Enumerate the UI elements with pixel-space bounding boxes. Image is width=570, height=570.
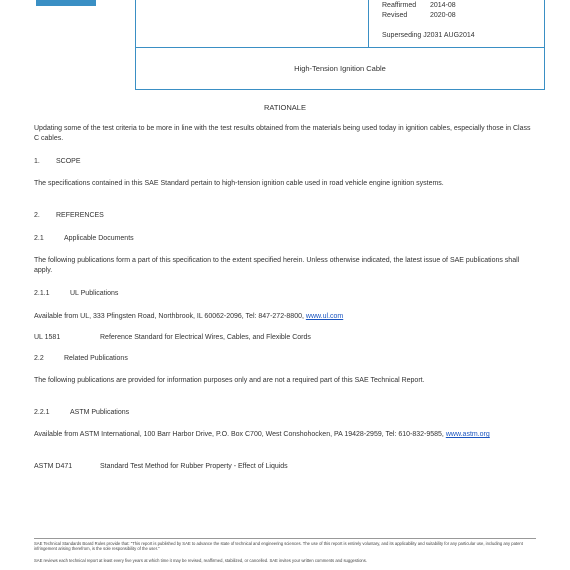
revised-date: 2020-08	[430, 12, 456, 19]
applicable-text: The following publications form a part of this specification to the extent specified herein. Unless otherwise indicated, the latest issue of SAE publications shall apply.	[34, 257, 520, 274]
applicable-number: 2.1	[34, 235, 44, 242]
references-title: REFERENCES	[56, 212, 104, 219]
related-text: The following publications are provided for information purposes only and are not a required part of this SAE Technical Report.	[34, 377, 425, 384]
astm-reference-row	[34, 463, 288, 470]
reaffirmed-date: 2014-08	[430, 2, 456, 9]
sae-logo-bar	[36, 0, 96, 6]
astm-title: ASTM Publications	[70, 409, 130, 416]
superseding-note: Superseding J2031 AUG2014	[382, 32, 475, 39]
footer-disclaimer: SAE Technical Standards Board Rules provide that: "This report is published by SAE to advance the state of technical and engineering sciences. The use of this report is entirely voluntary, and its applicability and suitability for any particular use, including any patent infringement arising therefrom, is the sole responsibility of the user."	[34, 541, 523, 552]
reaffirmed-label: Reaffirmed	[382, 2, 417, 9]
astm-publications-heading	[34, 409, 129, 416]
references-number: 2.	[34, 212, 40, 219]
scope-heading	[34, 158, 81, 165]
astm-address	[34, 430, 536, 440]
ul-website-link[interactable]: www.ul.com	[305, 313, 344, 320]
rationale-heading: RATIONALE	[264, 103, 306, 112]
ul-reference-row	[34, 334, 311, 341]
applicable-title: Applicable Documents	[64, 235, 134, 242]
ul-number: 2.1.1	[34, 290, 50, 297]
scope-title: SCOPE	[56, 158, 81, 165]
ul-publications-heading	[34, 290, 118, 297]
header-divider-horizontal	[135, 47, 545, 48]
document-header-box	[135, 0, 545, 90]
ul-item-code: UL 1581	[34, 334, 61, 341]
scope-text: The specifications contained in this SAE Standard pertain to high-tension ignition cable used in road vehicle engine ignition systems.	[34, 180, 444, 187]
applicable-documents-heading	[34, 235, 134, 242]
related-title: Related Publications	[64, 355, 128, 362]
footer-review-note: SAE reviews each technical report at least every five years at which time it may be revised, reaffirmed, stabilized, or cancelled. SAE invites your written comments and suggestions.	[34, 558, 367, 563]
related-number: 2.2	[34, 355, 44, 362]
ul-address	[34, 312, 536, 322]
header-divider-vertical	[368, 0, 369, 48]
rationale-text: Updating some of the test criteria to be more in line with the test results obtained from the materials being used today in ignition cables, especially those in Class C cables.	[34, 125, 531, 142]
ul-title: UL Publications	[70, 290, 119, 297]
document-title: High-Tension Ignition Cable	[294, 64, 386, 73]
astm-item-title: Standard Test Method for Rubber Property - Effect of Liquids	[100, 463, 288, 470]
related-publications-heading	[34, 355, 128, 362]
ul-address-text: Available from UL, 333 Pfingsten Road, Northbrook, IL 60062-2096, Tel: 847-272-8800,	[34, 313, 304, 320]
footer-rule	[34, 538, 536, 539]
scope-number: 1.	[34, 158, 40, 165]
astm-item-code: ASTM D471	[34, 463, 73, 470]
astm-address-text: Available from ASTM International, 100 Barr Harbor Drive, P.O. Box C700, West Conshohocken, PA 19428-2959, Tel: 610-832-9585,	[34, 431, 444, 438]
ul-item-title: Reference Standard for Electrical Wires, Cables, and Flexible Cords	[100, 334, 311, 341]
revised-label: Revised	[382, 12, 408, 19]
astm-number: 2.2.1	[34, 409, 50, 416]
astm-website-link[interactable]: www.astm.org	[445, 431, 490, 438]
references-heading	[34, 212, 104, 219]
